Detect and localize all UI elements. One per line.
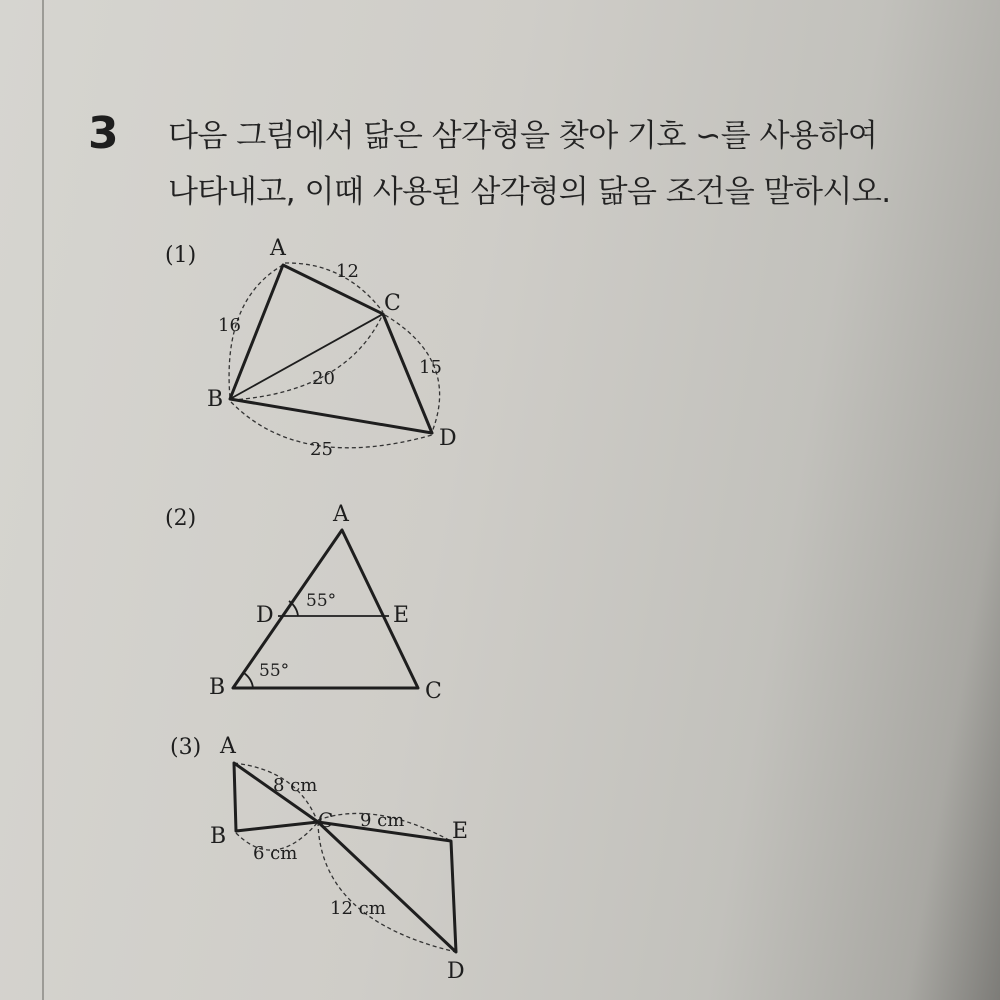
- length-cd3: 12 cm: [330, 898, 386, 919]
- point-a-label: A: [270, 236, 286, 261]
- point-c2-label: C: [425, 679, 442, 704]
- point-c-label: C: [384, 291, 401, 316]
- angle-d-value: 55°: [306, 591, 337, 611]
- length-bd: 25: [310, 439, 333, 460]
- point-b-label: B: [207, 387, 224, 412]
- angle-b-value: 55°: [259, 661, 290, 681]
- point-c3-label: C: [318, 808, 334, 832]
- point-e2-label: E: [393, 603, 410, 628]
- point-e3-label: E: [452, 819, 469, 844]
- point-b3-label: B: [210, 824, 227, 849]
- arc-ac: [285, 263, 383, 312]
- length-ce3: 9 cm: [360, 810, 405, 831]
- figure-3: [170, 734, 468, 984]
- length-bc3: 6 cm: [253, 843, 298, 864]
- angle-arc-b: [244, 673, 253, 688]
- question-line-2: 나타내고, 이때 사용된 삼각형의 닮음 조건을 말하시오.: [168, 174, 891, 210]
- figure-3-label: (3): [170, 735, 202, 760]
- length-bc: 20: [312, 368, 335, 389]
- point-b2-label: B: [209, 675, 226, 700]
- length-ac: 12: [336, 261, 359, 282]
- point-a2-label: A: [333, 502, 349, 527]
- figure-2-label: (2): [165, 506, 197, 531]
- question-number: 3: [88, 108, 119, 159]
- length-ac3: 8 cm: [273, 775, 318, 796]
- length-cd: 15: [419, 357, 442, 378]
- triangle-abc3: [234, 763, 318, 831]
- segment-bc: [230, 314, 383, 399]
- figure-1: [165, 236, 457, 460]
- quadrilateral-abcd: [230, 265, 432, 433]
- point-d3-label: D: [447, 959, 465, 984]
- arc-bc: [232, 316, 382, 400]
- question-line-1: 다음 그림에서 닮은 삼각형을 찾아 기호 ∽를 사용하여: [168, 118, 878, 154]
- point-d2-label: D: [256, 603, 274, 628]
- triangle-ecd3: [318, 822, 456, 952]
- point-d-label: D: [439, 426, 457, 451]
- figure-2: [165, 502, 442, 704]
- angle-arc-d: [289, 601, 298, 616]
- length-ab: 16: [218, 315, 241, 336]
- point-a3-label: A: [220, 734, 236, 759]
- figure-1-label: (1): [165, 243, 197, 268]
